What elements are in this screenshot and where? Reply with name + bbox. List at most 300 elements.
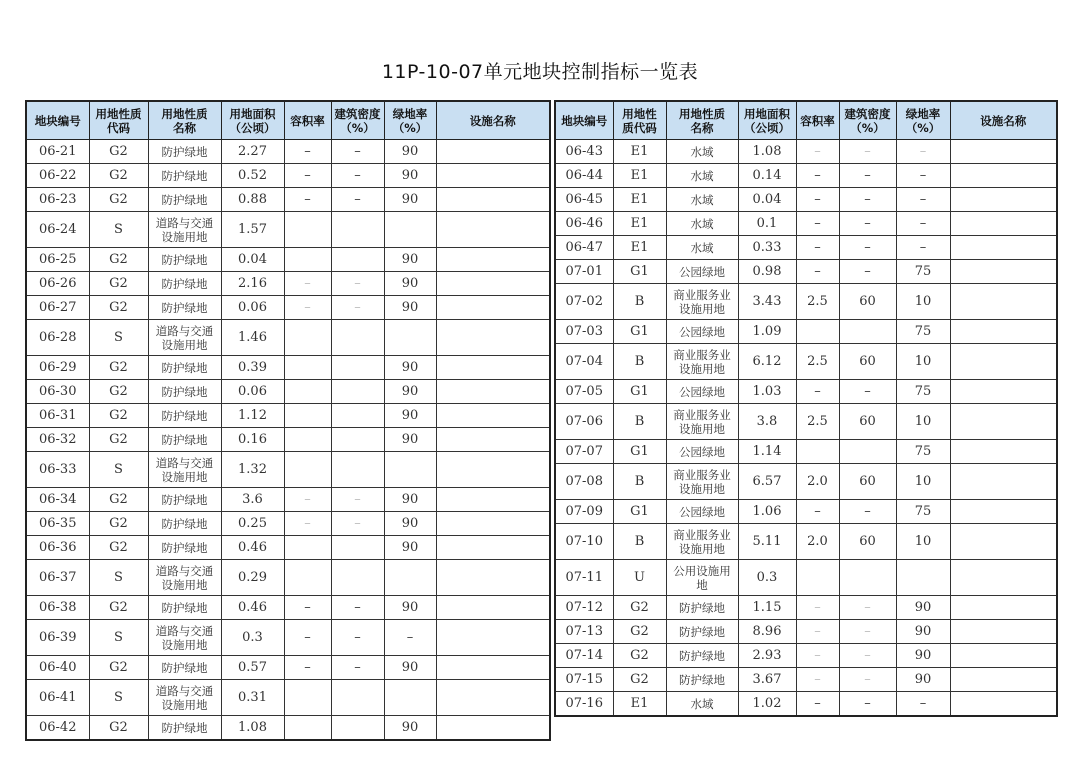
facility-cell — [436, 536, 550, 560]
facility-cell — [950, 320, 1057, 344]
land-code-cell: G2 — [89, 596, 148, 620]
density-cell — [839, 440, 896, 464]
density-cell — [839, 560, 896, 596]
area-cell: 0.88 — [221, 188, 284, 212]
green-rate-cell — [384, 560, 436, 596]
plot-id-cell: 06-38 — [26, 596, 89, 620]
green-rate-cell: 90 — [384, 512, 436, 536]
land-code-cell: G2 — [89, 536, 148, 560]
table-row — [555, 164, 1057, 188]
far-cell — [284, 356, 331, 380]
table-row — [26, 272, 550, 296]
plot-id-cell: 06-30 — [26, 380, 89, 404]
land-name-cell: 道路与交通 设施用地 — [148, 680, 221, 716]
green-rate-cell: – — [384, 620, 436, 656]
area-cell: 1.46 — [221, 320, 284, 356]
table-row — [26, 488, 550, 512]
land-name-cell: 道路与交通 设施用地 — [148, 452, 221, 488]
land-name-cell: 道路与交通 设施用地 — [148, 320, 221, 356]
density-cell — [331, 452, 384, 488]
land-name-cell: 水域 — [666, 164, 738, 188]
facility-cell — [950, 596, 1057, 620]
green-rate-cell: 90 — [384, 140, 436, 164]
land-name-cell: 防护绿地 — [666, 596, 738, 620]
land-name-cell: 道路与交通 设施用地 — [148, 620, 221, 656]
facility-cell — [950, 668, 1057, 692]
density-cell: – — [331, 164, 384, 188]
facility-cell — [436, 380, 550, 404]
density-cell: – — [331, 488, 384, 512]
land-code-cell: G2 — [613, 668, 666, 692]
land-name-cell: 防护绿地 — [666, 620, 738, 644]
density-cell: – — [331, 596, 384, 620]
land-name-cell: 防护绿地 — [666, 644, 738, 668]
density-cell: – — [839, 260, 896, 284]
table-row — [555, 644, 1057, 668]
facility-cell — [436, 560, 550, 596]
density-cell — [331, 428, 384, 452]
area-cell: 6.57 — [738, 464, 796, 500]
area-cell: 0.3 — [221, 620, 284, 656]
green-rate-cell: 90 — [384, 488, 436, 512]
green-rate-cell: – — [896, 236, 950, 260]
density-cell: – — [839, 164, 896, 188]
far-cell: 2.5 — [796, 404, 839, 440]
green-rate-cell: 90 — [384, 536, 436, 560]
header-row — [26, 101, 550, 140]
left-table-body — [26, 140, 550, 741]
area-cell: 1.08 — [738, 140, 796, 164]
density-cell: – — [839, 620, 896, 644]
density-cell — [331, 356, 384, 380]
land-code-cell: B — [613, 404, 666, 440]
green-rate-cell: 90 — [384, 596, 436, 620]
far-cell: – — [796, 596, 839, 620]
land-name-cell: 防护绿地 — [148, 428, 221, 452]
area-cell: 0.14 — [738, 164, 796, 188]
green-rate-cell: – — [896, 140, 950, 164]
facility-cell — [436, 680, 550, 716]
density-cell — [839, 320, 896, 344]
area-cell: 3.6 — [221, 488, 284, 512]
area-cell: 0.57 — [221, 656, 284, 680]
area-cell: 0.3 — [738, 560, 796, 596]
plot-id-cell: 06-32 — [26, 428, 89, 452]
density-cell: – — [839, 644, 896, 668]
facility-cell — [950, 560, 1057, 596]
land-name-cell: 防护绿地 — [148, 716, 221, 741]
far-cell — [284, 560, 331, 596]
table-row — [555, 692, 1057, 717]
facility-cell — [950, 140, 1057, 164]
plot-id-cell: 06-47 — [555, 236, 613, 260]
facility-cell — [436, 188, 550, 212]
area-cell: 5.11 — [738, 524, 796, 560]
plot-id-cell: 06-27 — [26, 296, 89, 320]
green-rate-cell: – — [896, 692, 950, 717]
plot-id-cell: 06-31 — [26, 404, 89, 428]
green-rate-cell: 10 — [896, 404, 950, 440]
green-rate-cell: – — [896, 188, 950, 212]
density-cell — [331, 536, 384, 560]
plot-id-cell: 06-43 — [555, 140, 613, 164]
density-cell — [331, 248, 384, 272]
far-cell — [284, 248, 331, 272]
facility-cell — [436, 620, 550, 656]
table-row — [555, 524, 1057, 560]
land-code-cell: G2 — [89, 272, 148, 296]
far-cell: – — [796, 644, 839, 668]
land-name-cell: 防护绿地 — [148, 656, 221, 680]
land-code-cell: G2 — [613, 644, 666, 668]
table-row — [555, 284, 1057, 320]
far-cell: – — [284, 164, 331, 188]
facility-cell — [950, 236, 1057, 260]
land-code-cell: U — [613, 560, 666, 596]
green-rate-cell: 90 — [384, 404, 436, 428]
col-header-area: 用地面积 （公顷） — [221, 101, 284, 140]
land-code-cell: B — [613, 344, 666, 380]
green-rate-cell: 90 — [384, 356, 436, 380]
far-cell: 2.0 — [796, 464, 839, 500]
facility-cell — [436, 656, 550, 680]
land-name-cell: 道路与交通 设施用地 — [148, 560, 221, 596]
green-rate-cell: 90 — [896, 644, 950, 668]
facility-cell — [436, 212, 550, 248]
area-cell: 0.33 — [738, 236, 796, 260]
facility-cell — [950, 344, 1057, 380]
far-cell — [284, 536, 331, 560]
far-cell: – — [284, 620, 331, 656]
land-name-cell: 防护绿地 — [148, 272, 221, 296]
land-code-cell: G2 — [89, 164, 148, 188]
land-code-cell: G2 — [89, 188, 148, 212]
green-rate-cell: 90 — [896, 596, 950, 620]
land-name-cell: 防护绿地 — [148, 536, 221, 560]
far-cell: – — [284, 188, 331, 212]
plot-id-cell: 06-28 — [26, 320, 89, 356]
density-cell: 60 — [839, 344, 896, 380]
land-name-cell: 防护绿地 — [148, 248, 221, 272]
land-code-cell: E1 — [613, 692, 666, 717]
facility-cell — [950, 692, 1057, 717]
table-row — [26, 452, 550, 488]
table-row — [26, 248, 550, 272]
green-rate-cell: 90 — [384, 248, 436, 272]
density-cell — [331, 716, 384, 741]
land-code-cell: E1 — [613, 212, 666, 236]
green-rate-cell: 75 — [896, 380, 950, 404]
land-code-cell: G2 — [89, 512, 148, 536]
green-rate-cell: 90 — [384, 380, 436, 404]
plot-id-cell: 06-26 — [26, 272, 89, 296]
land-code-cell: E1 — [613, 164, 666, 188]
col-header-area: 用地面积 （公顷） — [738, 101, 796, 140]
far-cell: – — [796, 668, 839, 692]
table-row — [26, 596, 550, 620]
land-name-cell: 道路与交通 设施用地 — [148, 212, 221, 248]
facility-cell — [950, 260, 1057, 284]
density-cell: 60 — [839, 464, 896, 500]
plot-id-cell: 06-37 — [26, 560, 89, 596]
far-cell — [284, 680, 331, 716]
density-cell: – — [839, 212, 896, 236]
land-code-cell: G2 — [89, 356, 148, 380]
plot-id-cell: 07-03 — [555, 320, 613, 344]
land-name-cell: 商业服务业 设施用地 — [666, 464, 738, 500]
far-cell: – — [284, 656, 331, 680]
land-code-cell: B — [613, 524, 666, 560]
area-cell: 6.12 — [738, 344, 796, 380]
plot-id-cell: 06-21 — [26, 140, 89, 164]
area-cell: 0.98 — [738, 260, 796, 284]
plot-id-cell: 07-04 — [555, 344, 613, 380]
table-row — [555, 668, 1057, 692]
green-rate-cell: 90 — [384, 188, 436, 212]
area-cell: 0.1 — [738, 212, 796, 236]
land-code-cell: G1 — [613, 440, 666, 464]
table-row — [26, 140, 550, 164]
far-cell: – — [284, 596, 331, 620]
area-cell: 0.04 — [738, 188, 796, 212]
density-cell: – — [839, 236, 896, 260]
land-code-cell: E1 — [613, 236, 666, 260]
table-row — [555, 236, 1057, 260]
area-cell: 0.46 — [221, 596, 284, 620]
table-row — [555, 440, 1057, 464]
plot-id-cell: 07-05 — [555, 380, 613, 404]
table-row — [555, 344, 1057, 380]
density-cell: – — [839, 596, 896, 620]
land-name-cell: 公园绿地 — [666, 380, 738, 404]
table-row — [26, 620, 550, 656]
plot-id-cell: 06-44 — [555, 164, 613, 188]
area-cell: 0.52 — [221, 164, 284, 188]
land-code-cell: S — [89, 680, 148, 716]
far-cell: – — [284, 488, 331, 512]
land-code-cell: G1 — [613, 380, 666, 404]
plot-id-cell: 07-12 — [555, 596, 613, 620]
density-cell: – — [331, 296, 384, 320]
plot-id-cell: 06-35 — [26, 512, 89, 536]
far-cell: – — [796, 212, 839, 236]
plot-id-cell: 06-23 — [26, 188, 89, 212]
land-code-cell: G2 — [89, 248, 148, 272]
far-cell: 2.5 — [796, 284, 839, 320]
facility-cell — [436, 428, 550, 452]
table-row — [26, 164, 550, 188]
area-cell: 2.93 — [738, 644, 796, 668]
land-name-cell: 商业服务业 设施用地 — [666, 284, 738, 320]
plot-id-cell: 06-42 — [26, 716, 89, 741]
land-code-cell: E1 — [613, 188, 666, 212]
col-header-density: 建筑密度 （%） — [331, 101, 384, 140]
area-cell: 1.02 — [738, 692, 796, 717]
plot-id-cell: 07-06 — [555, 404, 613, 440]
density-cell: 60 — [839, 404, 896, 440]
green-rate-cell: – — [896, 164, 950, 188]
density-cell — [331, 560, 384, 596]
land-code-cell: G1 — [613, 500, 666, 524]
land-name-cell: 商业服务业 设施用地 — [666, 344, 738, 380]
far-cell: – — [284, 272, 331, 296]
facility-cell — [950, 644, 1057, 668]
col-header-plot-id: 地块编号 — [555, 101, 613, 140]
land-name-cell: 防护绿地 — [148, 188, 221, 212]
land-code-cell: G2 — [89, 140, 148, 164]
green-rate-cell: 90 — [384, 164, 436, 188]
facility-cell — [436, 248, 550, 272]
table-row — [26, 296, 550, 320]
far-cell — [284, 428, 331, 452]
table-row — [555, 404, 1057, 440]
density-cell: – — [839, 188, 896, 212]
col-header-land-name: 用地性质 名称 — [666, 101, 738, 140]
far-cell — [284, 380, 331, 404]
facility-cell — [436, 488, 550, 512]
area-cell: 0.46 — [221, 536, 284, 560]
land-name-cell: 防护绿地 — [148, 488, 221, 512]
land-name-cell: 防护绿地 — [148, 512, 221, 536]
plot-id-cell: 07-11 — [555, 560, 613, 596]
land-code-cell: G2 — [89, 488, 148, 512]
facility-cell — [950, 464, 1057, 500]
green-rate-cell: 75 — [896, 320, 950, 344]
col-header-density: 建筑密度 （%） — [839, 101, 896, 140]
green-rate-cell: 10 — [896, 524, 950, 560]
density-cell: 60 — [839, 284, 896, 320]
plot-id-cell: 06-41 — [26, 680, 89, 716]
table-row — [555, 596, 1057, 620]
green-rate-cell: 90 — [384, 656, 436, 680]
density-cell — [331, 680, 384, 716]
plot-id-cell: 06-40 — [26, 656, 89, 680]
far-cell — [796, 320, 839, 344]
col-header-green: 绿地率 （%） — [896, 101, 950, 140]
area-cell: 0.06 — [221, 296, 284, 320]
far-cell: – — [796, 380, 839, 404]
land-code-cell: G2 — [613, 596, 666, 620]
area-cell: 1.15 — [738, 596, 796, 620]
col-header-land-code: 用地性 质代码 — [613, 101, 666, 140]
green-rate-cell: 75 — [896, 440, 950, 464]
facility-cell — [950, 524, 1057, 560]
col-header-far: 容积率 — [796, 101, 839, 140]
land-name-cell: 水域 — [666, 692, 738, 717]
plot-id-cell: 06-39 — [26, 620, 89, 656]
land-name-cell: 水域 — [666, 188, 738, 212]
plot-id-cell: 07-13 — [555, 620, 613, 644]
table-row — [26, 356, 550, 380]
table-row — [555, 500, 1057, 524]
table-row — [555, 140, 1057, 164]
table-row — [555, 260, 1057, 284]
table-row — [26, 404, 550, 428]
facility-cell — [436, 596, 550, 620]
table-row — [26, 512, 550, 536]
right-indicator-table — [554, 100, 1058, 717]
area-cell: 1.08 — [221, 716, 284, 741]
land-code-cell: G1 — [613, 260, 666, 284]
facility-cell — [436, 272, 550, 296]
far-cell: – — [284, 140, 331, 164]
facility-cell — [950, 620, 1057, 644]
plot-id-cell: 07-08 — [555, 464, 613, 500]
density-cell — [331, 320, 384, 356]
density-cell: – — [331, 656, 384, 680]
facility-cell — [436, 164, 550, 188]
plot-id-cell: 07-07 — [555, 440, 613, 464]
density-cell: – — [839, 692, 896, 717]
plot-id-cell: 06-22 — [26, 164, 89, 188]
land-code-cell: B — [613, 284, 666, 320]
area-cell: 1.14 — [738, 440, 796, 464]
facility-cell — [436, 356, 550, 380]
land-code-cell: G2 — [89, 380, 148, 404]
green-rate-cell: 90 — [384, 296, 436, 320]
table-row — [26, 188, 550, 212]
area-cell: 3.8 — [738, 404, 796, 440]
green-rate-cell: 75 — [896, 260, 950, 284]
facility-cell — [436, 404, 550, 428]
area-cell: 1.03 — [738, 380, 796, 404]
table-row — [26, 428, 550, 452]
area-cell: 3.43 — [738, 284, 796, 320]
land-name-cell: 公园绿地 — [666, 260, 738, 284]
far-cell: – — [796, 236, 839, 260]
land-code-cell: S — [89, 452, 148, 488]
land-name-cell: 水域 — [666, 236, 738, 260]
density-cell: – — [839, 380, 896, 404]
density-cell: – — [331, 620, 384, 656]
green-rate-cell: – — [896, 212, 950, 236]
far-cell — [284, 320, 331, 356]
left-indicator-table — [25, 100, 551, 741]
plot-id-cell: 06-24 — [26, 212, 89, 248]
plot-id-cell: 06-29 — [26, 356, 89, 380]
land-code-cell: G2 — [89, 656, 148, 680]
land-code-cell: G1 — [613, 320, 666, 344]
green-rate-cell — [384, 452, 436, 488]
area-cell: 0.06 — [221, 380, 284, 404]
density-cell: – — [839, 140, 896, 164]
table-row — [555, 380, 1057, 404]
plot-id-cell: 07-01 — [555, 260, 613, 284]
density-cell: – — [331, 188, 384, 212]
far-cell: 2.5 — [796, 344, 839, 380]
plot-id-cell: 07-10 — [555, 524, 613, 560]
far-cell: – — [284, 512, 331, 536]
far-cell: 2.0 — [796, 524, 839, 560]
page-title: 11P-10-07单元地块控制指标一览表 — [381, 61, 699, 83]
facility-cell — [436, 716, 550, 741]
right-table-body — [555, 140, 1057, 717]
green-rate-cell — [384, 680, 436, 716]
table-row — [26, 320, 550, 356]
table-row — [26, 680, 550, 716]
land-code-cell: S — [89, 560, 148, 596]
land-name-cell: 水域 — [666, 212, 738, 236]
plot-id-cell: 07-09 — [555, 500, 613, 524]
green-rate-cell: 90 — [384, 428, 436, 452]
table-row — [26, 560, 550, 596]
table-row — [555, 464, 1057, 500]
land-name-cell: 防护绿地 — [148, 380, 221, 404]
far-cell — [284, 716, 331, 741]
far-cell — [284, 452, 331, 488]
density-cell: – — [839, 500, 896, 524]
plot-id-cell: 07-14 — [555, 644, 613, 668]
